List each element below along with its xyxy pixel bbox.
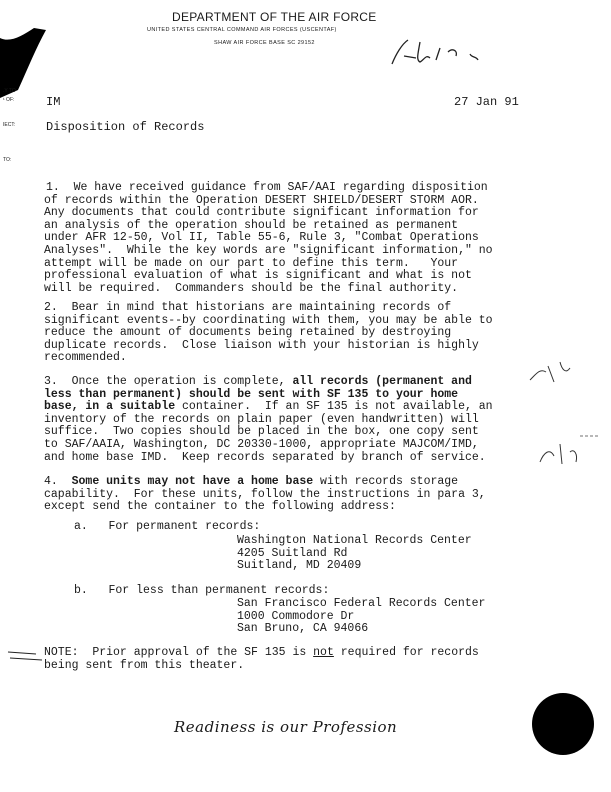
text-run: inventory of the records on plain paper (even handwritten) will bbox=[44, 412, 479, 426]
text-run: capability. For these units, follow the instructions in para 3, bbox=[44, 487, 486, 501]
text-run: except send the container to the following address: bbox=[44, 500, 396, 514]
text-run: suffice. Two copies should be placed in the box, one copy sent bbox=[44, 425, 479, 439]
paragraph-2 bbox=[44, 302, 493, 365]
text-line: Analyses". While the key words are "significant information," no bbox=[44, 243, 493, 257]
command-name: UNITED STATES CENTRAL COMMAND AIR FORCES (USCENTAF) bbox=[147, 27, 337, 33]
margin-scribble bbox=[526, 352, 606, 492]
department-title: DEPARTMENT OF THE AIR FORCE bbox=[172, 10, 377, 24]
motto: Readiness is our Profession bbox=[174, 718, 398, 736]
text-line: duplicate records. Close liaison with your historian is highly bbox=[44, 338, 479, 352]
subject-label: IECT: bbox=[3, 122, 16, 128]
note-label: NOTE: bbox=[44, 646, 79, 659]
address-line: Suitland, MD 20409 bbox=[237, 559, 362, 573]
underlined-word: not bbox=[313, 646, 334, 659]
text-run: and home base IMD. Keep records separated by branch of service. bbox=[44, 450, 486, 464]
paragraph-4 bbox=[44, 476, 486, 514]
text-line: 1. We have received guidance from SAF/AAI regarding disposition bbox=[46, 181, 488, 194]
text-line: 2. Bear in mind that historians are maintaining records of bbox=[44, 301, 452, 314]
text-run: with records storage bbox=[313, 475, 459, 488]
text-run: 3. Once the operation is complete, bbox=[44, 375, 293, 388]
paragraph-1 bbox=[44, 182, 493, 295]
bold-run: all records (permanent and bbox=[292, 375, 472, 388]
text-line: of records within the Operation DESERT SHIELD/DESERT STORM AOR. bbox=[44, 193, 479, 207]
item-b-address bbox=[237, 598, 485, 636]
text-line: attempt will be made on our part to define this term. Your bbox=[44, 256, 459, 270]
memo-date: 27 Jan 91 bbox=[454, 95, 519, 109]
text-line: under AFR 12-50, Vol II, Table 55-6, Rule 3, "Combat Operations bbox=[44, 231, 479, 245]
paragraph-3 bbox=[44, 376, 493, 464]
base-address: SHAW AIR FORCE BASE SC 29152 bbox=[214, 40, 315, 46]
to-label: TO: bbox=[3, 157, 12, 163]
text-line: Any documents that could contribute significant information for bbox=[44, 206, 479, 220]
item-b-label: b. For less than permanent records: bbox=[74, 584, 330, 597]
attn-of-label: ¹ OF: bbox=[3, 97, 15, 103]
text-line: an analysis of the operation should be retained as permanent bbox=[44, 218, 459, 232]
text-line bbox=[44, 452, 493, 465]
note-line-1 bbox=[44, 647, 479, 660]
text-line: recommended. bbox=[44, 351, 127, 365]
bold-run: base, in a suitable bbox=[44, 400, 176, 414]
text-run: Prior approval of the SF 135 is bbox=[78, 646, 314, 659]
address-line: San Bruno, CA 94066 bbox=[237, 622, 369, 636]
text-line bbox=[44, 501, 486, 514]
text-run: to SAF/AAIA, Washington, DC 20330-1000, appropriate MAJCOM/IMD, bbox=[44, 437, 479, 451]
text-run: container. If an SF 135 is not available, an bbox=[175, 400, 493, 414]
note-line-2: being sent from this theater. bbox=[44, 659, 245, 672]
attention-value: IM bbox=[46, 95, 61, 109]
bold-run: Some units may not have a home base bbox=[71, 475, 314, 488]
text-line: significant events--by coordinating with them, you may be able to bbox=[44, 313, 493, 327]
text-run: required for records bbox=[333, 646, 479, 659]
subject-value: Disposition of Records bbox=[46, 120, 205, 134]
text-line: reduce the amount of documents being retained by destroying bbox=[44, 326, 452, 340]
address-line: Washington National Records Center bbox=[237, 534, 472, 547]
item-a-label: a. For permanent records: bbox=[74, 520, 261, 533]
punch-hole bbox=[532, 693, 594, 755]
item-a-address bbox=[237, 535, 472, 573]
address-line: 4205 Suitland Rd bbox=[237, 546, 348, 560]
text-line: will be required. Commanders should be the final authority. bbox=[44, 281, 459, 295]
reply-to-label: .Y TO bbox=[3, 88, 16, 94]
margin-mark bbox=[6, 648, 46, 662]
text-run: 4. bbox=[44, 475, 72, 488]
bold-run: less than permanent) should be sent with SF 135 to your home bbox=[44, 387, 459, 401]
address-line: 1000 Commodore Dr bbox=[237, 609, 355, 623]
handwritten-initials bbox=[386, 34, 486, 70]
text-line: professional evaluation of what is significant and what is not bbox=[44, 269, 472, 283]
address-line: San Francisco Federal Records Center bbox=[237, 597, 486, 610]
